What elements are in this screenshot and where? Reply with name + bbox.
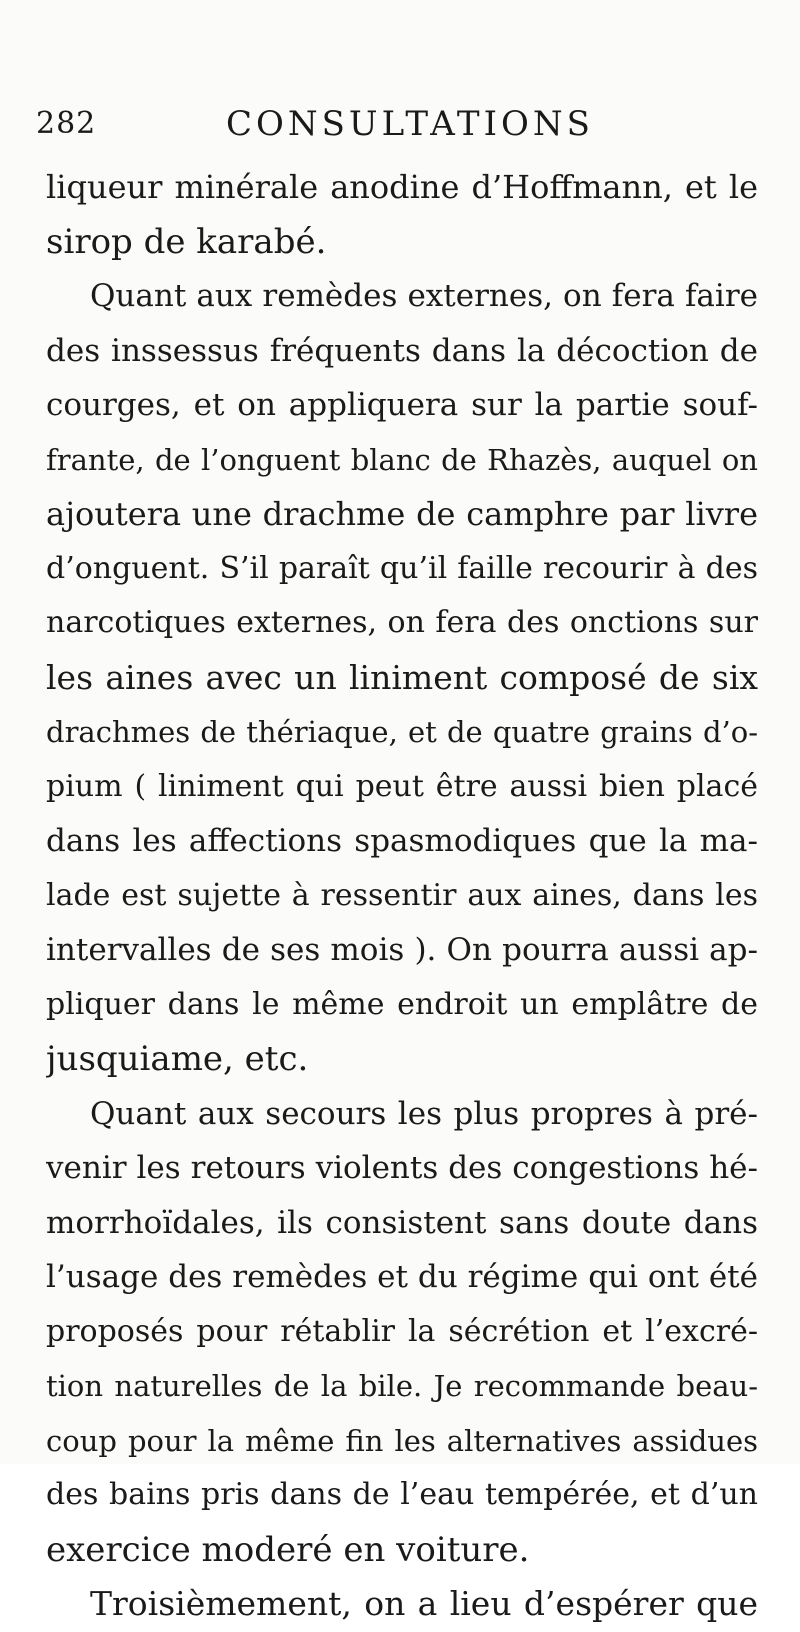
text-line: pium ( liniment qui peut être aussi bien placé [46, 768, 758, 804]
text-line: lade est sujette à ressentir aux aines, dans les [46, 877, 758, 913]
text-line: ajoutera une drachme de camphre par livre [46, 495, 758, 533]
page-header [36, 100, 756, 150]
text-line: Troisièmement, on a lieu d’espérer que [90, 1584, 758, 1623]
text-line: liqueur minérale anodine d’Hoffmann, et le [46, 168, 758, 206]
text-line: Quant aux remèdes externes, on fera faire [90, 278, 758, 314]
text-line: sirop de karabé. [46, 221, 327, 262]
text-line: courges, et on appliquera sur la partie souf- [46, 387, 758, 423]
text-line: venir les retours violents des congestions hé- [46, 1150, 758, 1186]
text-line: d’onguent. S’il paraît qu’il faille recourir à des [46, 550, 758, 586]
text-line: l’usage des remèdes et du régime qui ont été [46, 1259, 758, 1295]
running-title: CONSULTATIONS [226, 104, 594, 144]
text-line: dans les affections spasmodiques que la ma- [46, 823, 758, 859]
text-line: tion naturelles de la bile. Je recommande beau- [46, 1369, 758, 1403]
text-line: pliquer dans le même endroit un emplâtre de [46, 986, 758, 1022]
text-line: proposés pour rétablir la sécrétion et l’excré- [46, 1313, 758, 1349]
text-line: Quant aux secours les plus propres à pré- [90, 1095, 758, 1132]
text-line: frante, de l’onguent blanc de Rhazès, auquel on [46, 442, 758, 477]
text-line: les aines avec un liniment composé de six [46, 657, 758, 697]
text-line: des bains pris dans de l’eau tempérée, et d’un [46, 1477, 758, 1512]
text-line: jusquiame, etc. [46, 1039, 309, 1079]
text-line: morrhoïdales, ils consistent sans doute dans [46, 1204, 758, 1241]
body-text [46, 160, 758, 1632]
text-line: drachmes de thériaque, et de quatre grains d’o- [46, 715, 758, 749]
text-line: exercice moderé en voiture. [46, 1529, 530, 1570]
text-line: intervalles de ses mois ). On pourra aussi ap- [46, 932, 758, 968]
text-line: narcotiques externes, on fera des onctions sur [46, 605, 758, 640]
page-number: 282 [36, 106, 97, 141]
text-line: des inssessus fréquents dans la décoction de [46, 332, 758, 369]
text-line: coup pour la même fin les alternatives assidues [46, 1423, 758, 1458]
